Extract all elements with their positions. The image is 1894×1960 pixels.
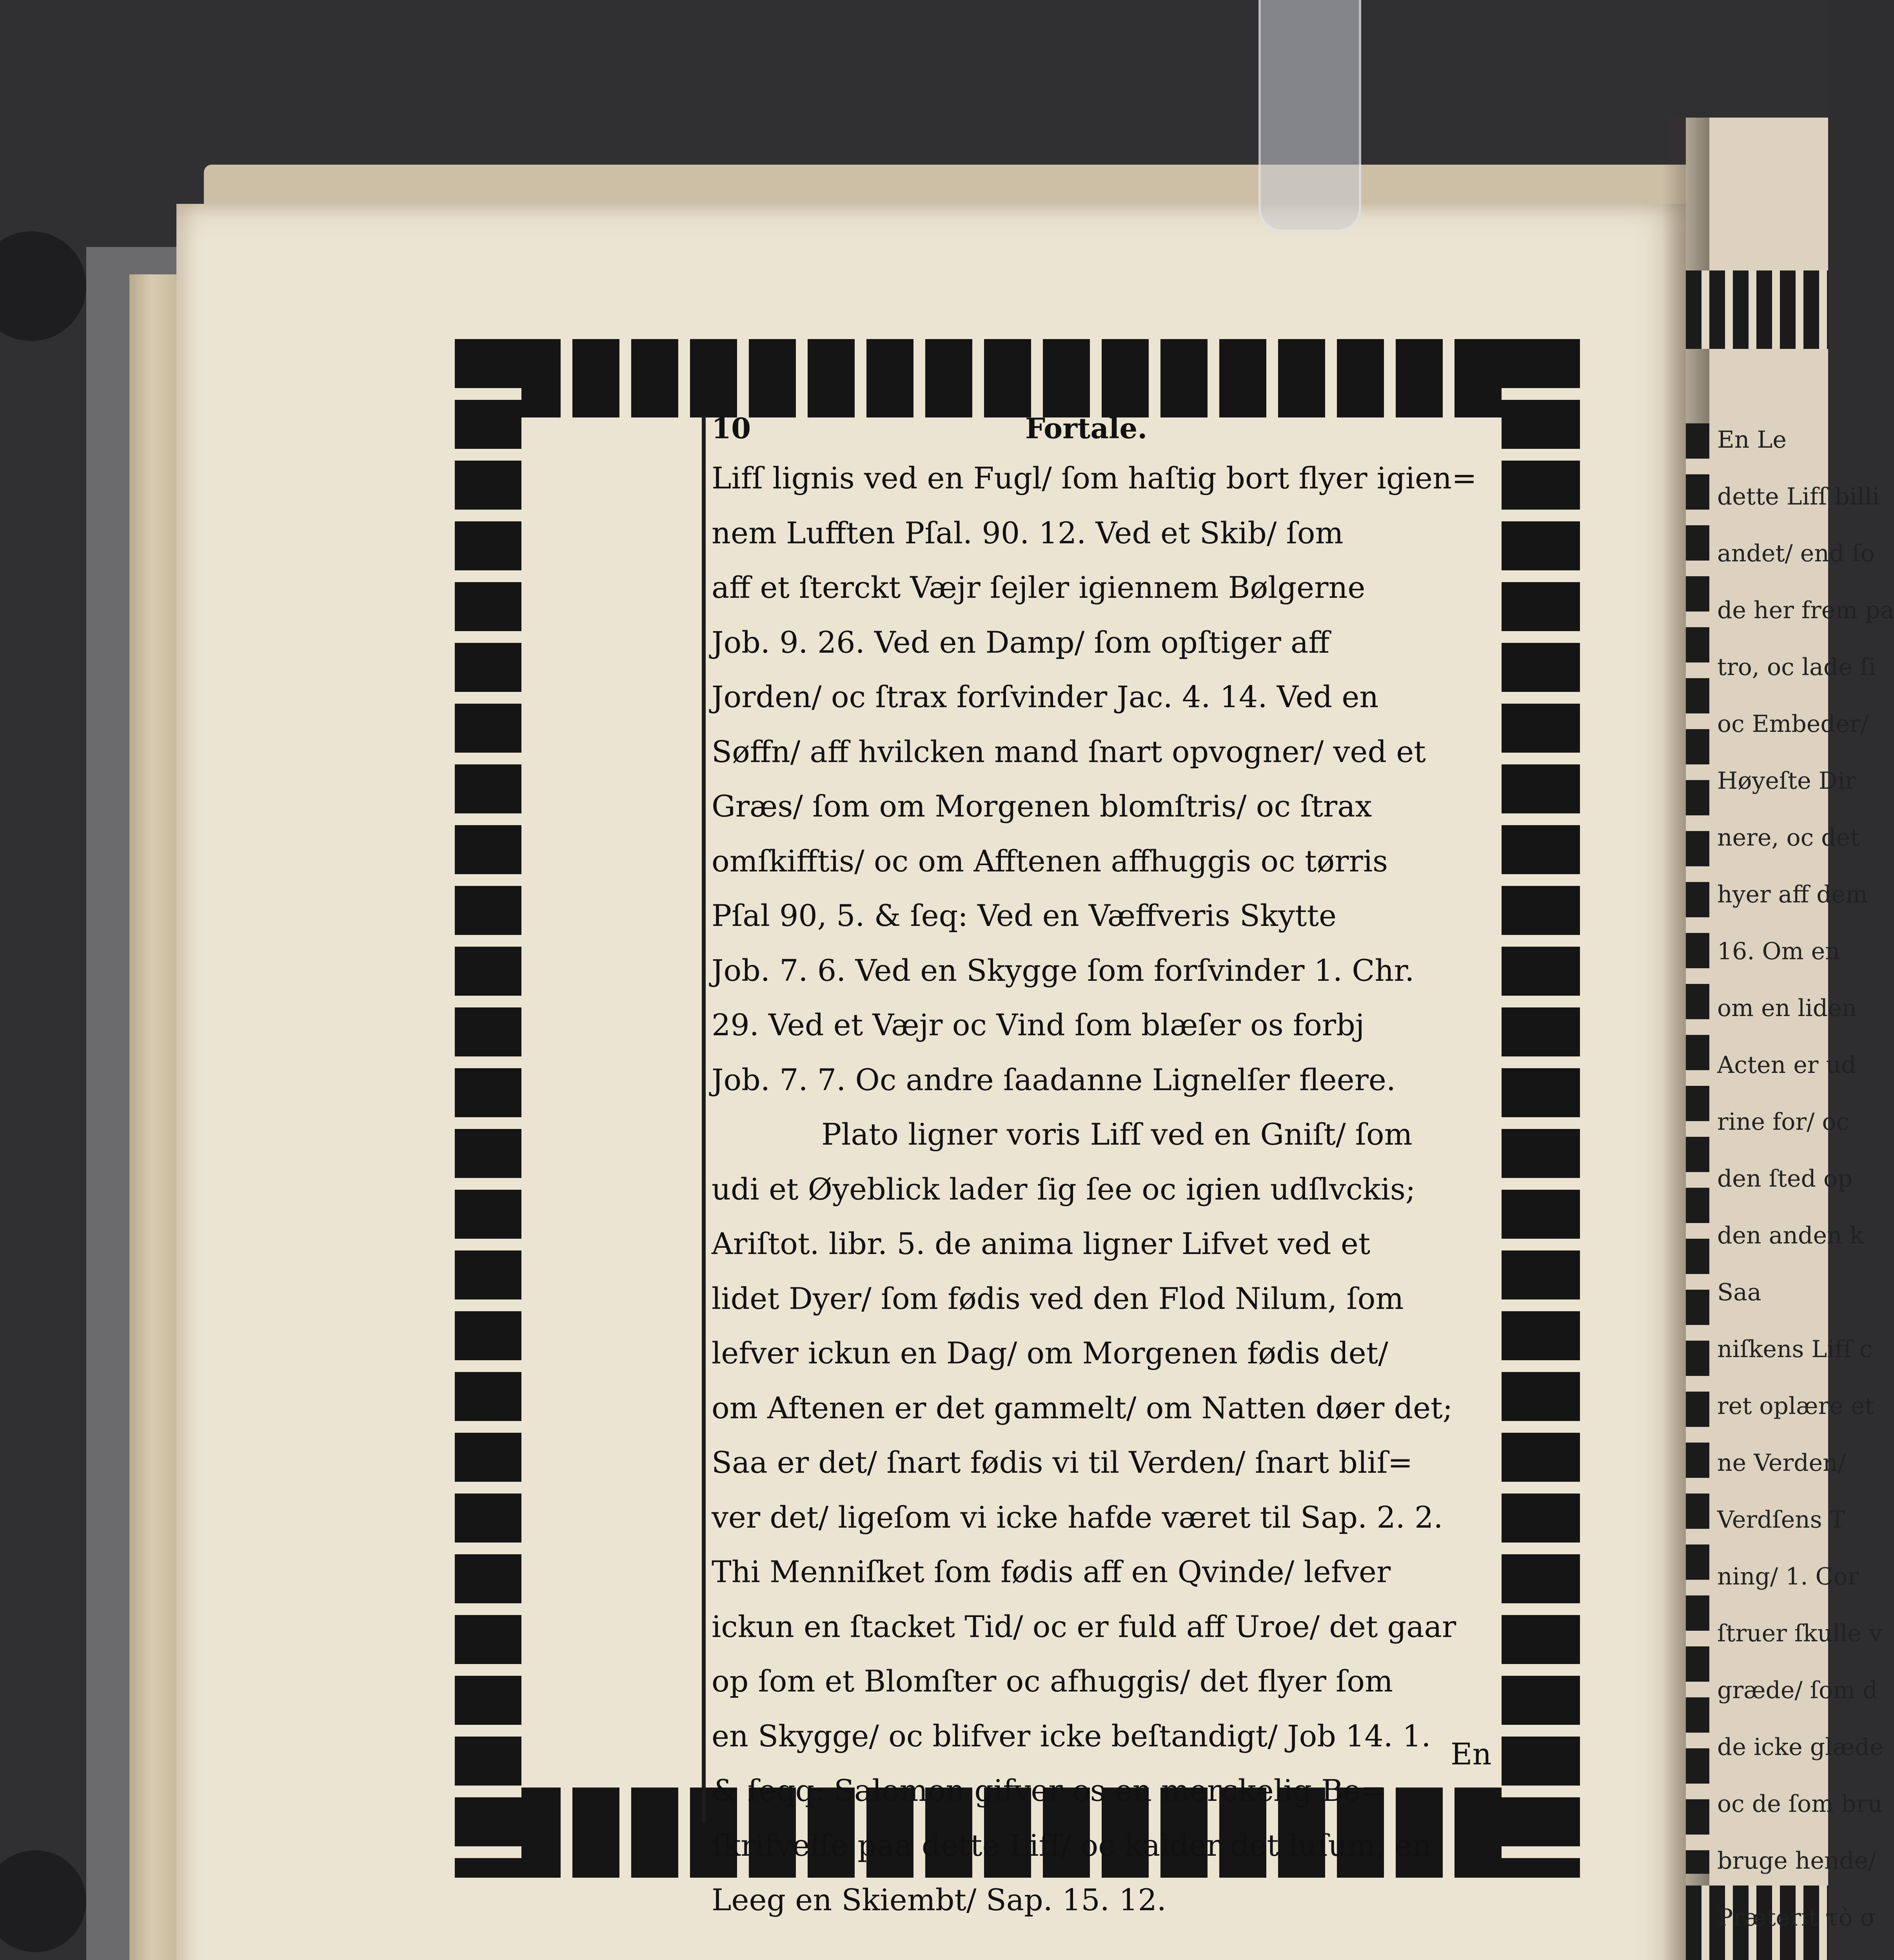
text-line: Thi Menniſket ſom fødis aff en Qvinde/ lefver <box>712 1554 1391 1589</box>
text-line: Leeg en Skiembt/ Sap. 15. 12. <box>712 1882 1166 1917</box>
facing-page-ornament-side <box>1686 423 1709 1874</box>
facing-page-line: 16. Om en <box>1717 938 1840 965</box>
facing-page-line: niſkens Lifſ c <box>1717 1336 1873 1363</box>
text-line: om Aftenen er det gammelt/ om Natten døer det; <box>712 1390 1453 1425</box>
ornamental-border-left <box>455 339 521 1878</box>
text-line: Job. 9. 26. Ved en Damp/ ſom opſtiger aff <box>712 624 1330 660</box>
page-number: 10 <box>712 412 751 445</box>
margin-rule <box>702 416 706 1823</box>
facing-page-line: de icke glæde <box>1717 1733 1884 1761</box>
text-line: Græs/ ſom om Morgenen blomſtris/ oc ſtrax <box>712 789 1372 824</box>
facing-page-line: Verdſens T <box>1717 1506 1845 1534</box>
facing-page-line: Saa <box>1717 1279 1761 1306</box>
facing-page-line: den ſted op <box>1717 1165 1853 1192</box>
text-line: op ſom et Blomſter oc afhuggis/ det flyer ſom <box>712 1664 1393 1699</box>
text-line: Pſal 90, 5. & ſeq: Ved en Væffveris Skytte <box>712 898 1337 933</box>
text-line: Saa er det/ ſnart fødis vi til Verden/ ſnart bliſ= <box>712 1445 1413 1480</box>
facing-page-line: bruge hende/ <box>1717 1847 1876 1875</box>
page-block-edge <box>129 274 184 1960</box>
text-line: Job. 7. 6. Ved en Skygge ſom forſvinder 1. Chr. <box>712 953 1415 988</box>
facing-page-line: dette Lifſ billi <box>1717 483 1880 510</box>
text-line: Ariſtot. libr. 5. de anima ligner Lifvet ved et <box>712 1226 1371 1261</box>
text-line: ver det/ ligeſom vi icke hafde været til Sap. 2. 2. <box>712 1499 1443 1535</box>
text-line: Jorden/ oc ſtrax forſvinder Jac. 4. 14. Ved en <box>712 679 1379 714</box>
facing-page-line: ret oplære et <box>1717 1392 1874 1420</box>
facing-page-line: rine for/ oc <box>1717 1108 1850 1136</box>
facing-page-line: tro, oc lade ſi <box>1717 653 1876 681</box>
text-line: ſkrifvelſe paa dette Lifſ/ oc kalder det luſum, en <box>712 1828 1431 1863</box>
facing-page-line: hyer aff dem <box>1717 881 1868 908</box>
text-line: Lifſ lignis ved en Fugl/ ſom haſtig bort flyer igien= <box>712 461 1477 495</box>
facing-page-line: Præterit τὸ σ <box>1717 1904 1876 1931</box>
page-clamp-top <box>1258 0 1361 232</box>
facing-page-text <box>1717 412 1894 1946</box>
facing-page-line: nere, oc det <box>1717 824 1860 851</box>
text-line: Søffn/ aff hvilcken mand ſnart opvogner/ ved et <box>712 734 1426 769</box>
facing-page-ornament-top <box>1686 270 1828 349</box>
page-header <box>712 404 1496 451</box>
facing-page-line: Acten er ud <box>1717 1051 1856 1079</box>
text-line: 29. Ved et Væjr oc Vind ſom blæſer os forbj <box>712 1007 1365 1042</box>
facing-page-line: Høyeſte Dir <box>1717 767 1856 795</box>
running-head: Fortale. <box>1025 412 1148 445</box>
ornamental-border-right <box>1502 339 1580 1878</box>
text-line: lefver ickun en Dag/ om Morgenen fødis det/ <box>712 1336 1388 1370</box>
facing-page-line: ſtruer ſkulle v <box>1717 1620 1882 1647</box>
body-text <box>712 451 1502 1927</box>
facing-page-line: En Le <box>1717 426 1787 454</box>
text-line: aff et ſterckt Væjr ſejler igiennem Bølgerne <box>712 570 1366 605</box>
text-line: Job. 7. 7. Oc andre ſaadanne Lignelſer fleere. <box>712 1062 1396 1097</box>
facing-page-line: græde/ ſom d <box>1717 1677 1878 1704</box>
facing-page-line: ne Verden/ <box>1717 1449 1846 1477</box>
facing-page-line: de her frem pa <box>1717 597 1894 624</box>
facing-page-line: andet/ end ſo <box>1717 540 1875 567</box>
text-line: nem Lufften Pſal. 90. 12. Ved et Skib/ ſom <box>712 515 1344 550</box>
facing-page-line: ning/ 1. Cor <box>1717 1563 1859 1590</box>
text-line: & ſeqq: Salomon gifver os en merckelig Be= <box>712 1773 1386 1808</box>
text-line: Plato ligner voris Lifſ ved en Gniſt/ ſom <box>821 1117 1413 1152</box>
facing-page-line: oc de ſom bru <box>1717 1790 1883 1818</box>
text-line: en Skygge/ oc blifver icke beſtandigt/ Job 14. 1. <box>712 1718 1431 1753</box>
facing-page-line: oc Embeder/ <box>1717 710 1869 738</box>
text-line: udi et Øyeblick lader ſig ſee oc igien udſlvckis; <box>712 1171 1416 1207</box>
text-line: ickun en ſtacket Tid/ oc er fuld aff Uroe/ det gaar <box>712 1609 1456 1644</box>
text-line: omſkifftis/ oc om Afftenen affhuggis oc tørris <box>712 843 1388 878</box>
text-line: lidet Dyer/ ſom fødis ved den Flod Nilum, ſom <box>712 1281 1404 1316</box>
facing-page-line: om en liden <box>1717 995 1857 1022</box>
catchword: En <box>1451 1737 1492 1771</box>
facing-page-line: den anden k <box>1717 1222 1864 1249</box>
